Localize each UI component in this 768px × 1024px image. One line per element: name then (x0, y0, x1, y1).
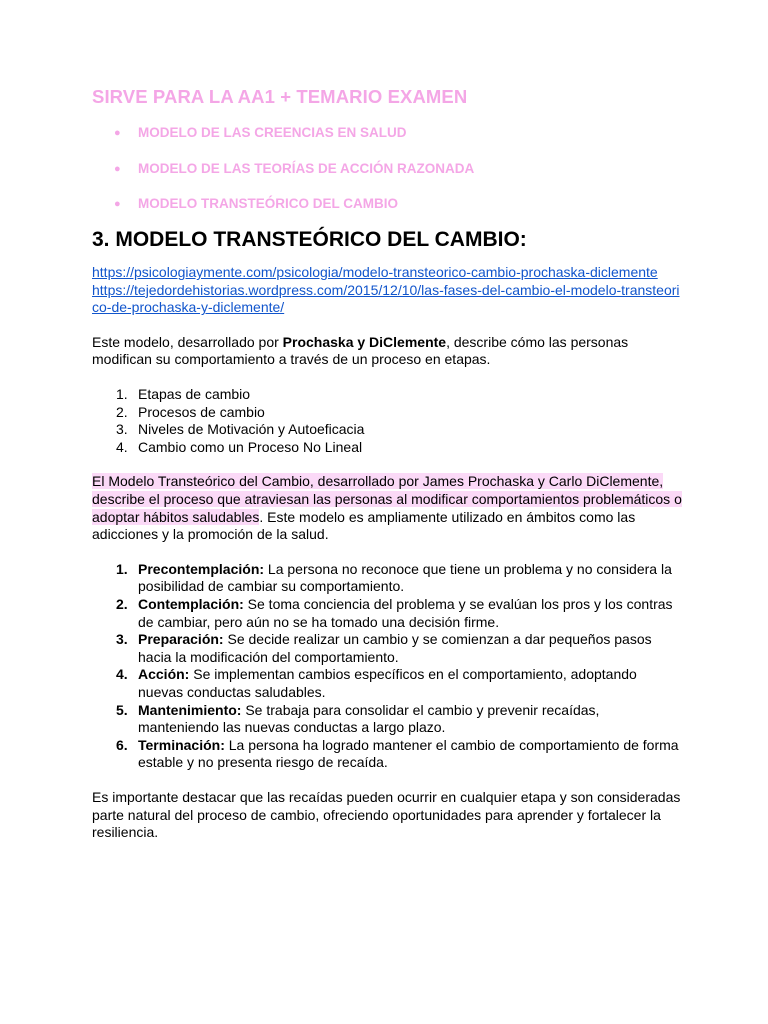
stage-term: Acción: (138, 666, 190, 683)
document-page (92, 84, 682, 842)
intro-authors: Prochaska y DiClemente (282, 333, 447, 350)
stages-list (92, 561, 682, 772)
reference-link[interactable]: https://psicologiaymente.com/psicologia/modelo-transteorico-cambio-prochaska-diclemente (92, 264, 658, 281)
bullet-icon: ● (114, 198, 121, 210)
list-text: Procesos de cambio (138, 403, 265, 420)
highlighted-text: El Modelo Transteórico del Cambio, desarrollado por James Prochaska y Carlo DiClemente, describe el proceso que atraviesan las personas al modificar comportamientos problemáticos o adoptar hábitos saludables (92, 473, 682, 525)
stage-term: Preparación: (138, 631, 224, 648)
list-item (92, 386, 682, 404)
stage-number: 5. (116, 701, 128, 718)
stage-description: Se implementan cambios específicos en el comportamiento, adoptando nuevas conductas saludables. (138, 666, 637, 700)
document-title: SIRVE PARA LA AA1 + TEMARIO EXAMEN (92, 86, 468, 107)
list-text: Niveles de Motivación y Autoeficacia (138, 421, 365, 438)
stage-term: Contemplación: (138, 596, 244, 612)
stage-item (92, 631, 682, 666)
topic-item (92, 195, 682, 213)
list-item (92, 421, 682, 439)
topic-item (92, 124, 682, 142)
stage-term: Precontemplación: (138, 560, 265, 577)
list-item (92, 439, 682, 457)
list-number: 2. (116, 403, 128, 420)
list-number: 3. (116, 421, 128, 438)
stage-number: 1. (116, 560, 128, 577)
stage-term: Mantenimiento: (138, 701, 242, 718)
stage-description: Se decide realizar un cambio y se comienzan a dar pequeños pasos hacia la modificación del comportamiento. (138, 631, 652, 665)
stage-number: 3. (116, 631, 128, 648)
topic-list (92, 124, 682, 213)
section-heading: 3. MODELO TRANSTEÓRICO DEL CAMBIO: (92, 227, 527, 251)
stage-description: La persona no reconoce que tiene un problema y no considera la posibilidad de cambiar su comportamiento. (138, 560, 672, 595)
intro-text: Este modelo, desarrollado por (92, 333, 283, 350)
intro-paragraph (92, 334, 682, 369)
stage-number: 6. (116, 736, 128, 753)
stage-description: Se toma conciencia del problema y se evalúan los pros y los contras de cambiar, pero aún no se ha tomado una decisión firme. (138, 596, 673, 630)
list-text: Cambio como un Proceso No Lineal (138, 438, 363, 455)
list-item (92, 404, 682, 422)
stage-item (92, 596, 682, 631)
list-number: 1. (116, 386, 128, 403)
intro-text: , describe cómo las personas modifican su comportamiento a través de un proceso en etapas. (92, 333, 629, 368)
list-text: Etapas de cambio (138, 386, 251, 403)
stage-term: Terminación: (138, 736, 225, 753)
list-number: 4. (116, 438, 128, 455)
topic-label: MODELO TRANSTEÓRICO DEL CAMBIO (138, 196, 399, 211)
summary-text: . Este modelo es ampliamente utilizado en ámbitos como las adicciones y la promoción de la salud. (92, 508, 636, 543)
stage-item (92, 561, 682, 596)
topic-label: MODELO DE LAS CREENCIAS EN SALUD (138, 125, 407, 140)
topic-item (92, 160, 682, 178)
stage-item (92, 702, 682, 737)
bullet-icon: ● (114, 127, 121, 139)
reference-link[interactable]: https://tejedordehistorias.wordpress.com/2015/12/10/las-fases-del-cambio-el-modelo-transteorico-de-prochaska-y-diclemente/ (92, 281, 680, 316)
stage-description: Se trabaja para consolidar el cambio y prevenir recaídas, manteniendo las nuevas conductas a largo plazo. (138, 701, 600, 736)
stage-number: 2. (116, 596, 128, 612)
stage-item (92, 666, 682, 701)
reference-links (92, 264, 682, 317)
components-list (92, 386, 682, 456)
stage-number: 4. (116, 666, 128, 683)
topic-label: MODELO DE LAS TEORÍAS DE ACCIÓN RAZONADA (138, 160, 475, 176)
summary-paragraph (92, 473, 682, 543)
bullet-icon: ● (114, 162, 121, 175)
conclusion-paragraph: Es importante destacar que las recaídas pueden ocurrir en cualquier etapa y son consideradas parte natural del proceso de cambio, ofreciendo oportunidades para aprender y fortalecer la resiliencia. (92, 788, 681, 841)
stage-item (92, 737, 682, 772)
stage-description: La persona ha logrado mantener el cambio de comportamiento de forma estable y no presenta riesgo de recaída. (138, 736, 679, 771)
